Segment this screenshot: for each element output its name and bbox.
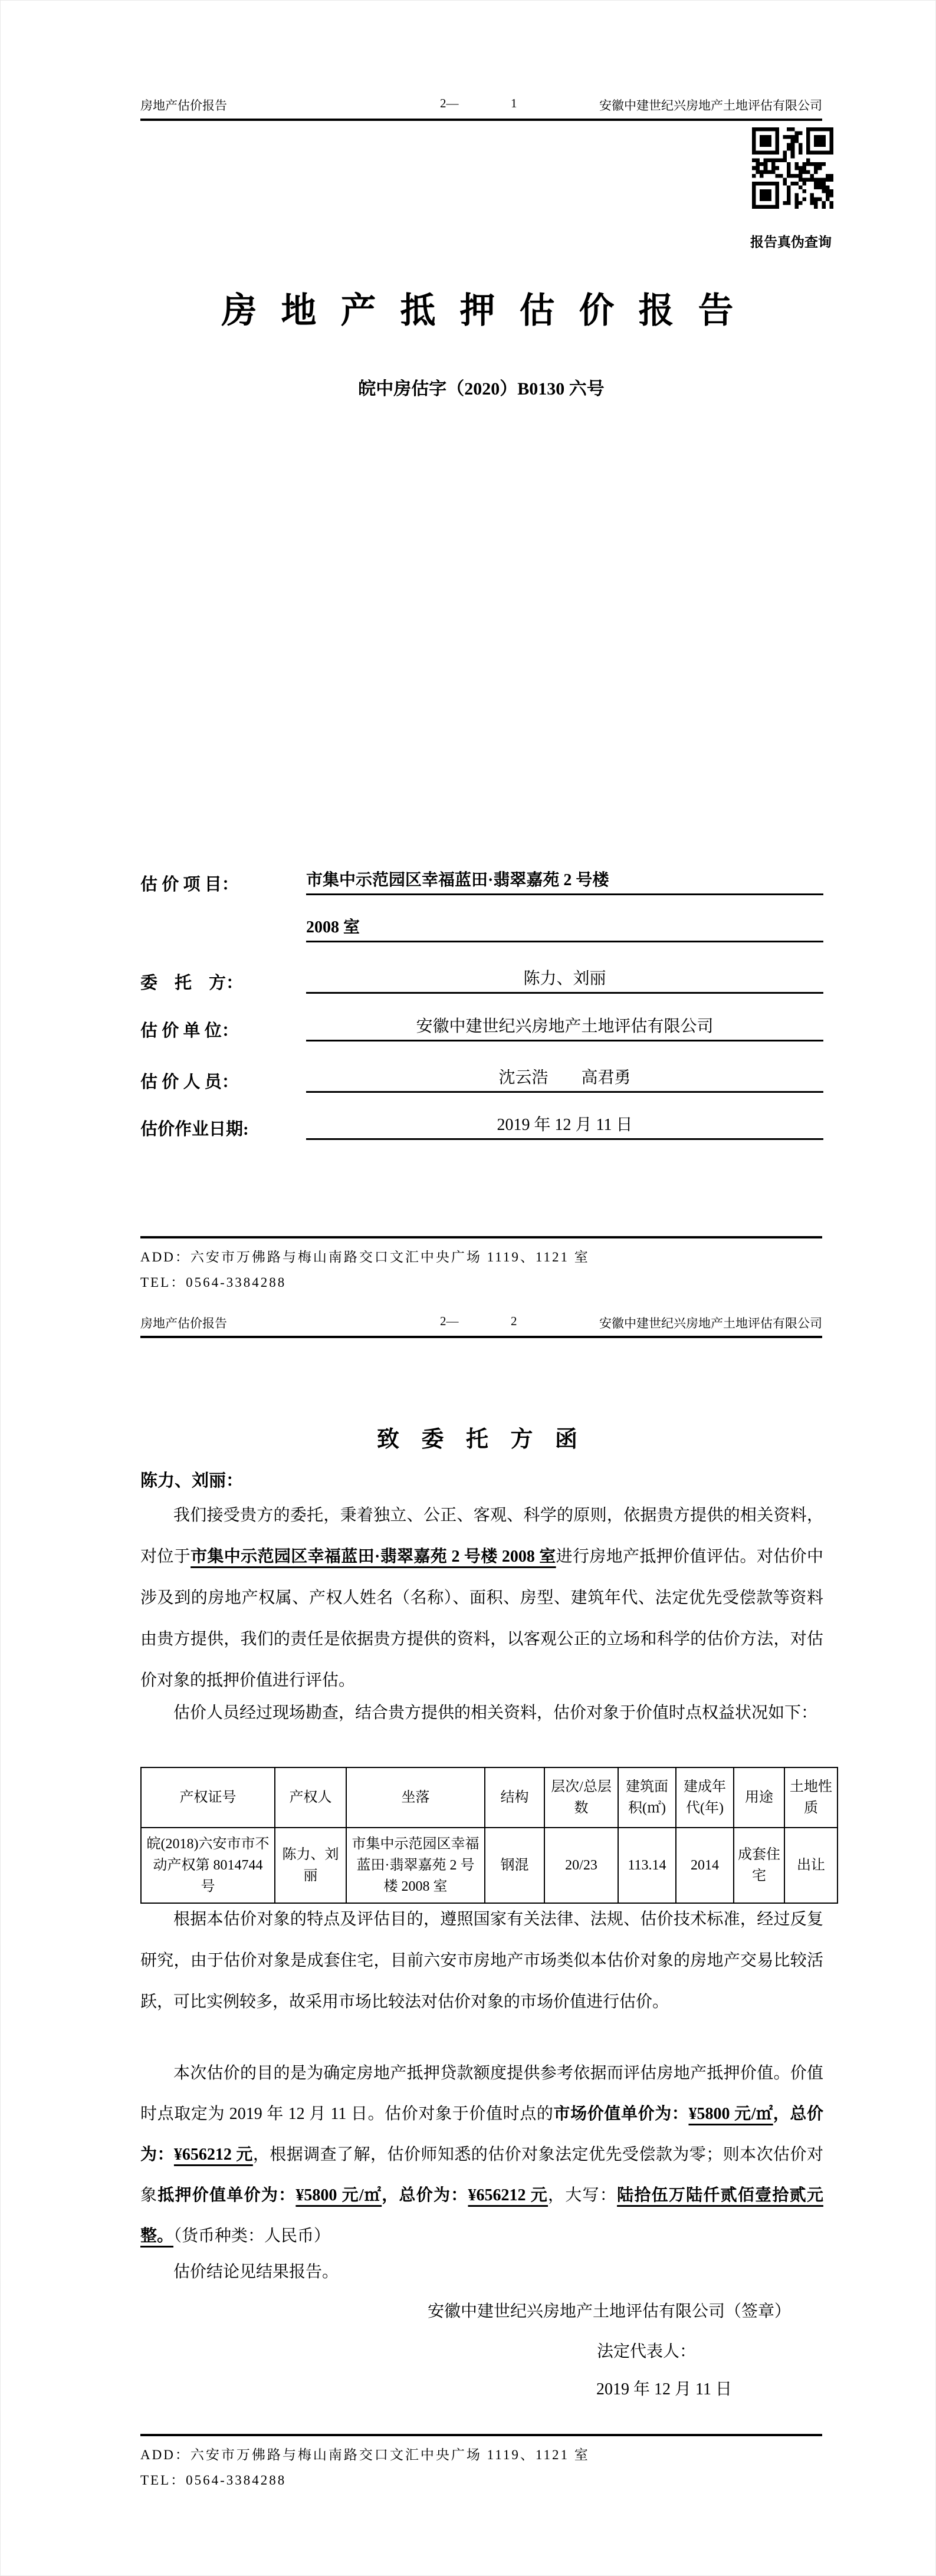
table-cell: 皖(2018)六安市市不动产权第 8014744 号 [141, 1828, 275, 1903]
footer-rule [140, 1236, 822, 1238]
table-header-cell: 产权证号 [141, 1767, 275, 1828]
header-page-number-prefix: 2— [440, 96, 459, 110]
field-row-project [140, 865, 823, 895]
field-value: 市集中示范园区幸福蓝田·翡翠嘉苑 2 号楼 [306, 867, 823, 895]
table-cell: 113.14 [618, 1828, 676, 1903]
text-run: 市场价值单价为： [553, 2105, 689, 2123]
conclusion-note: 估价结论见结果报告。 [173, 2263, 339, 2281]
field-label: 估 价 单 位： [140, 1021, 239, 1040]
page1-header [140, 96, 822, 116]
table-row [141, 1828, 838, 1903]
paragraph-method: 根据本估价对象的特点及评估目的，遵照国家有关法律、法规、估价技术标准，经过反复研究，由于估价对象是成套住宅，目前六安市房地产市场类似本估价对象的房地产交易比较活跃，可比实例较多，故采用市场比较法对估价对象的市场价值进行估价。 [140, 1910, 823, 2011]
text-run: 本次估价的目的是为确定房地产抵押贷款额度提供参考依据而评估房地产抵押价值。价值时点取定为 2019 年 12 月 11 日。估价对象于价值时点的 [140, 2064, 823, 2123]
footer-rule [140, 2434, 822, 2436]
table-cell: 出让 [784, 1828, 838, 1903]
field-label: 委 托 方： [140, 974, 244, 993]
qr-code-icon [752, 127, 833, 209]
page2-header [140, 1314, 822, 1334]
text-run: ¥5800 元/㎡ [295, 2186, 382, 2204]
table-header-cell: 产权人 [275, 1767, 346, 1828]
appraisal-table [140, 1767, 838, 1904]
text-run: ¥5800 元/㎡ [688, 2105, 773, 2123]
signature-company: 安徽中建世纪兴房地产土地评估有限公司（签章） [428, 2302, 792, 2321]
text-run: 抵押价值单价为： [157, 2186, 296, 2204]
table-header-cell: 坐落 [346, 1767, 485, 1828]
field-label: 估价作业日期: [140, 1120, 249, 1139]
field-value: 2008 室 [306, 914, 823, 942]
signature-date: 2019 年 12 月 11 日 [596, 2380, 732, 2398]
field-value: 陈力、刘丽 [306, 965, 823, 994]
text-run: ¥656212 元 [468, 2186, 549, 2204]
field-value: 安徽中建世纪兴房地产土地评估有限公司 [306, 1013, 823, 1041]
header-company-name: 安徽中建世纪兴房地产土地评估有限公司 [599, 1316, 822, 1330]
letter-title: 致 委 托 方 函 [376, 1427, 586, 1452]
legal-representative-label: 法定代表人： [597, 2342, 697, 2361]
footer-tel: TEL：0564-3384288 [140, 2473, 287, 2488]
text-run: ， [382, 2186, 399, 2204]
text-run: ，大写： [548, 2186, 618, 2204]
field-label: 估 价 项 目： [140, 875, 239, 894]
field-row-work-date [140, 1109, 823, 1140]
table-cell: 成套住宅 [734, 1828, 784, 1903]
table-header-cell: 用途 [734, 1767, 784, 1828]
header-rule [140, 1336, 822, 1338]
footer-address: ADD：六安市万佛路与梅山南路交口文汇中央广场 1119、1121 室 [140, 2447, 590, 2462]
text-run: 总价为： [399, 2186, 468, 2204]
table-header-cell: 层次/总层数 [544, 1767, 618, 1828]
header-rule [140, 119, 822, 121]
table-header-cell: 土地性质 [784, 1767, 838, 1828]
field-row-client [140, 963, 823, 994]
field-value: 2019 年 12 月 11 日 [306, 1112, 823, 1140]
text-run: ，根据调查了解，估价师知悉的估价对象法定优先受偿款为零；则本次估价对象 [140, 2145, 823, 2204]
doc-number: 皖中房估字（2020）B0130 六号 [358, 379, 605, 399]
text-run: ¥656212 元 [173, 2145, 253, 2164]
paragraph-valuation [140, 2053, 823, 2256]
text-run: 陆拾伍万陆仟贰佰壹拾贰元整。 [140, 2186, 823, 2245]
text-run: （货币种类：人民币） [173, 2227, 331, 2245]
text-run: ， [773, 2105, 790, 2123]
text-run: 进行房地产抵押价值评估。对估价中涉及到的房地产权属、产权人姓名（名称）、面积、房型、建筑年代、法定优先受偿款等资料由贵方提供，我们的责任是依据贵方提供的资料，以客观公正的立场和科学的估价方法，对估价对象的抵押价值进行评估。 [140, 1547, 823, 1690]
text-run: 市集中示范园区幸福蓝田·翡翠嘉苑 2 号楼 2008 室 [191, 1547, 556, 1566]
header-report-type: 房地产估价报告 [140, 1316, 227, 1330]
header-page-number: 1 [511, 96, 517, 110]
field-row-appraisers [140, 1062, 823, 1093]
table-header-cell: 结构 [485, 1767, 544, 1828]
table-header-cell: 建筑面积(㎡) [618, 1767, 676, 1828]
report-title: 房 地 产 抵 押 估 价 报 告 [221, 291, 741, 330]
paragraph-intro [140, 1495, 823, 1701]
text-run: 总价为： [140, 2105, 823, 2164]
paragraph-survey: 估价人员经过现场勘查，结合贵方提供的相关资料，估价对象于价值时点权益状况如下： [173, 1704, 818, 1722]
table-header-row [141, 1767, 838, 1828]
table-cell: 陈力、刘丽 [275, 1828, 346, 1903]
table-cell: 钢混 [485, 1828, 544, 1903]
header-page-number-prefix: 2— [440, 1314, 459, 1328]
field-row-project-line2 [140, 912, 823, 942]
table-cell: 2014 [676, 1828, 734, 1903]
table-cell: 20/23 [544, 1828, 618, 1903]
footer-tel: TEL：0564-3384288 [140, 1275, 287, 1290]
qr-caption: 报告真伪查询 [750, 235, 832, 249]
field-row-appraisal-org [140, 1011, 823, 1041]
salutation: 陈力、刘丽： [140, 1471, 244, 1490]
text-run: 我们接受贵方的委托，秉着独立、公正、客观、科学的原则，依据贵方提供的相关资料，对位于 [140, 1506, 823, 1566]
footer-address: ADD：六安市万佛路与梅山南路交口文汇中央广场 1119、1121 室 [140, 1250, 590, 1264]
table-cell: 市集中示范园区幸福蓝田·翡翠嘉苑 2 号楼 2008 室 [346, 1828, 485, 1903]
table-header-cell: 建成年代(年) [676, 1767, 734, 1828]
header-page-number: 2 [511, 1314, 517, 1328]
field-label: 估 价 人 员： [140, 1073, 239, 1092]
header-company-name: 安徽中建世纪兴房地产土地评估有限公司 [599, 98, 822, 113]
field-value: 沈云浩 高君勇 [306, 1064, 823, 1093]
header-report-type: 房地产估价报告 [140, 98, 227, 113]
